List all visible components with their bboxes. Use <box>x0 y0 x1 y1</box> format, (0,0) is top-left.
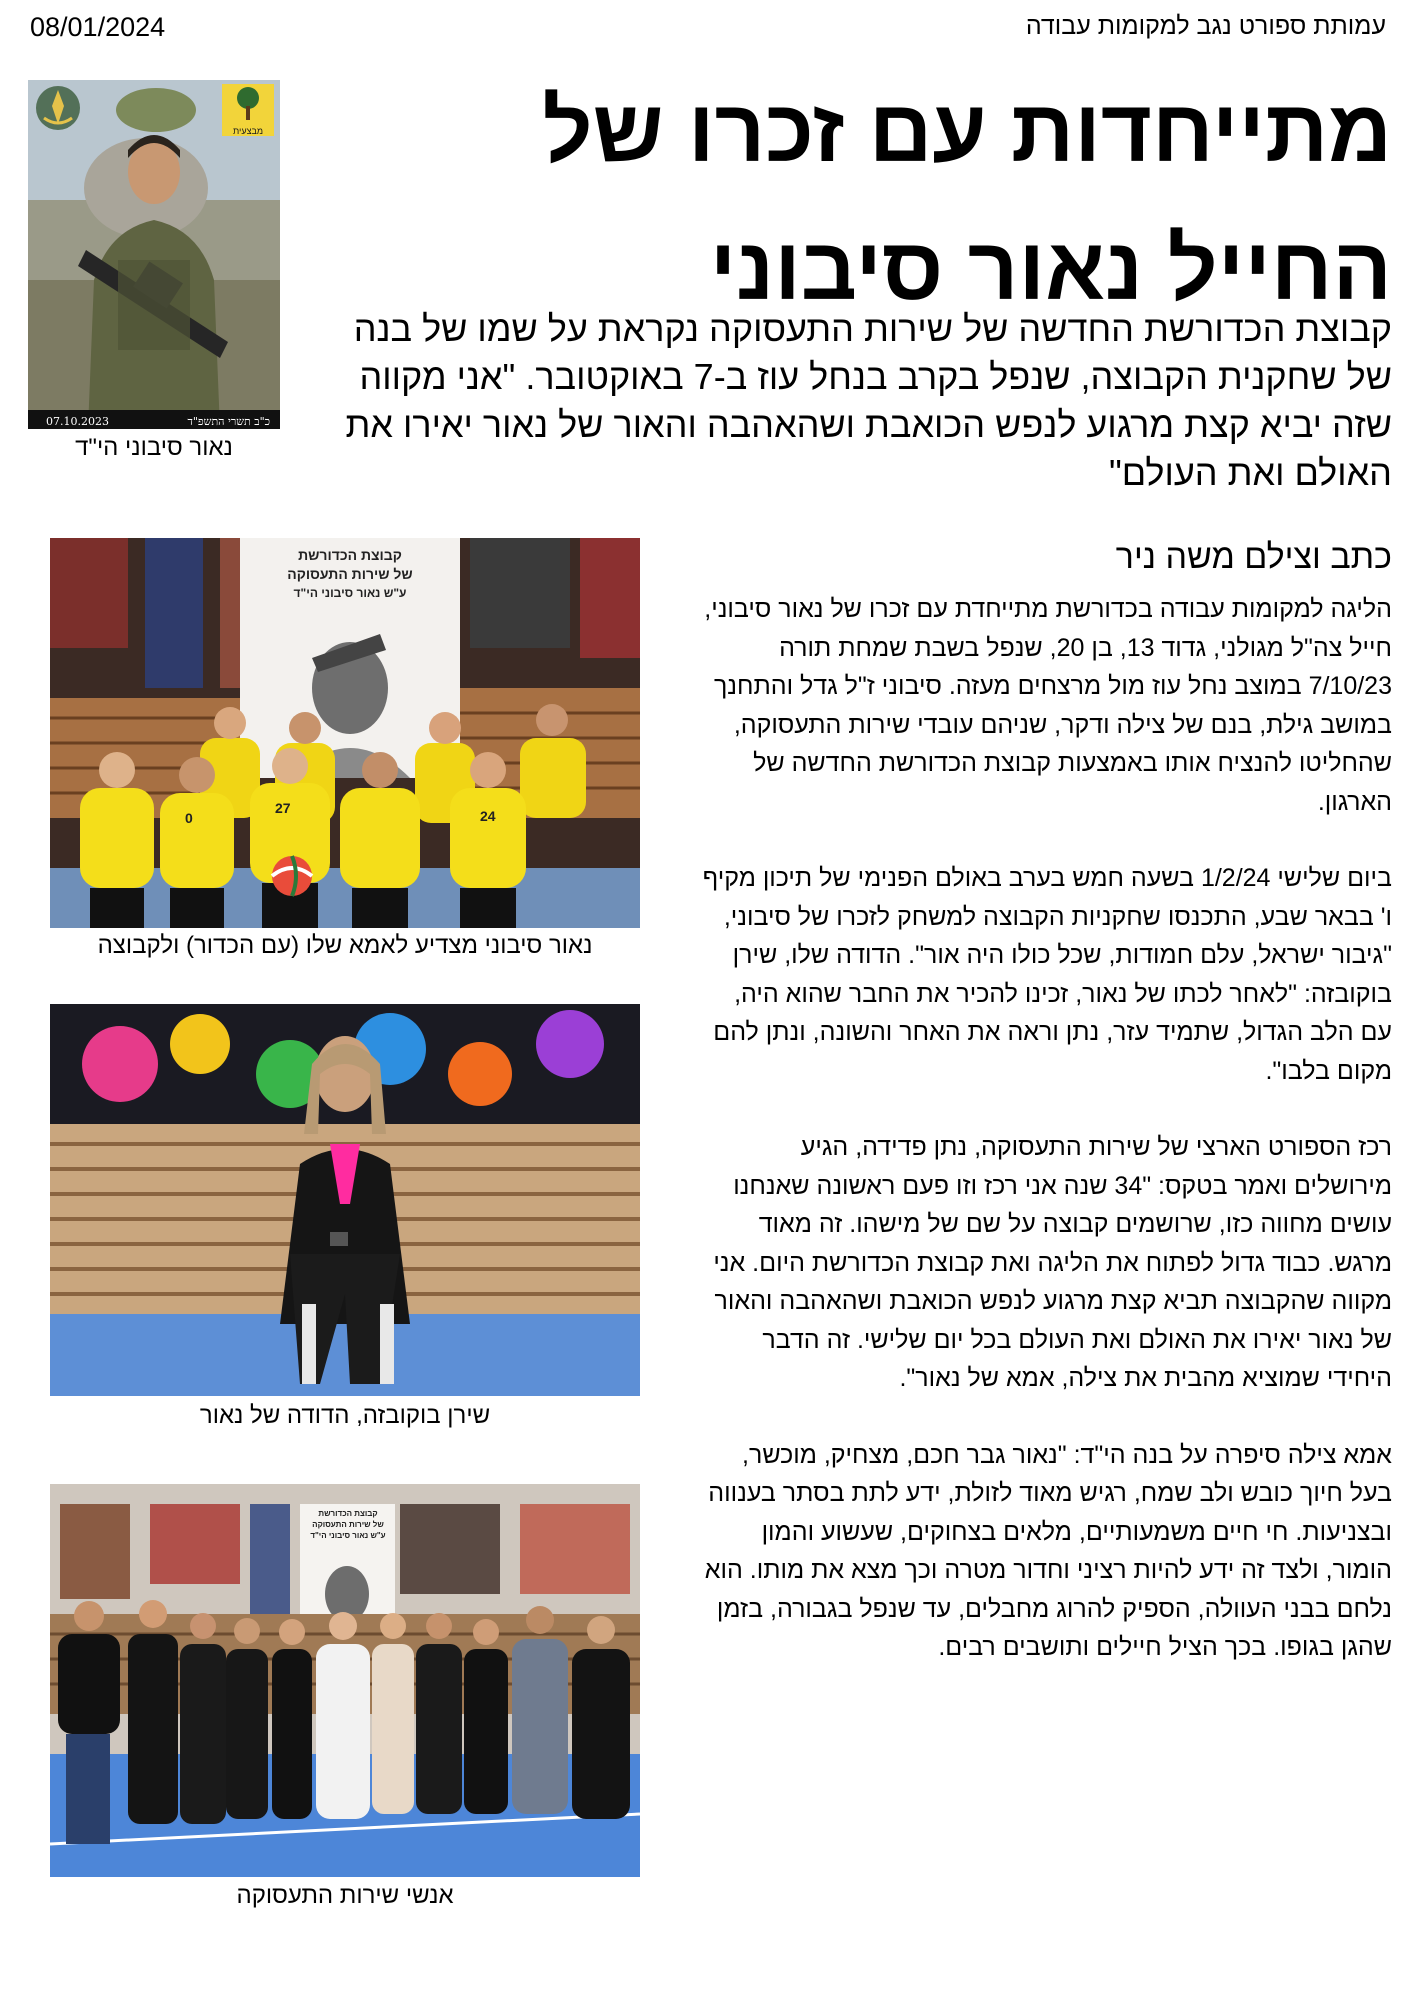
article-body <box>702 590 1392 1705</box>
banner-line: קבוצת הכדורשת <box>318 1509 378 1518</box>
banner-line: של שירות התעסוקה <box>312 1520 384 1529</box>
body-paragraph: רכז הספורט הארצי של שירות התעסוקה, נתן פדידה, הגיע מירושלים ואמר בטקס: "34 שנה אני רכז וזו פעם ראשונה שאנחנו עושים מחווה כזו, שרושמים קבוצה על שם של מישהו. זה מאוד מרגש. כבוד גדול לפתוח את הליגה ואת קבוצת הכדורשת היום. אני מקווה שהקבוצה תביא קצת מרגוע לנפש הכואבת ושהאהבה והאור של נאור יאירו את האולם ואת העולם בכל יום שלישי. זה הדבר היחידי שמוציא מהבית את צילה, אמא של נאור". <box>713 1133 1392 1392</box>
photo-hebrew-date-stamp: כ"ב תשרי התשפ"ד <box>187 415 270 428</box>
body-paragraph: הליגה למקומות עבודה בכדורשת מתייחדת עם זכרו של נאור סיבוני, חייל צה"ל מגולני, גדוד 13, בן 20, שנפל בשבת שמחת תורה 7/10/23 במוצב נחל עוז מול מרצחים מעזה. סיבוני ז"ל גדל והתחנך במושב גילת, בנם של צילה ודקר, שניהם עובדי שירות התעסוקה, שהחליטו להנציח אותו באמצעות קבוצת הכדורשת החדשה של הארגון. <box>704 595 1392 816</box>
jersey-number: 24 <box>480 808 496 824</box>
banner-line: קבוצת הכדורשת <box>298 547 402 563</box>
aunt-photo <box>50 1004 640 1396</box>
staff-photo-caption: אנשי שירות התעסוקה <box>236 1882 454 1909</box>
idf-emblem-icon <box>34 84 82 132</box>
article-headline: מתייחדות עם זכרו של החייל נאור סיבוני <box>542 81 1392 318</box>
golani-logo-text: מבצעית <box>232 126 264 136</box>
golani-logo-icon <box>222 84 274 136</box>
team-photo-caption: נאור סיבוני מצדיע לאמא שלו (עם הכדור) ולקבוצה <box>97 932 593 959</box>
banner-line: ע"ש נאור סיבוני הי"ד <box>293 586 407 600</box>
jersey-number: 0 <box>185 810 193 826</box>
article-lead: קבוצת הכדורשת החדשה של שירות התעסוקה נקראת על שמו של בנה של שחקנית הקבוצה, שנפל בקרב בנחל עוז ב-7 באוקטובר. "אני מקווה שזה יביא קצת מרגוע לנפש הכואבת ושהאהבה והאור של נאור יאירו את האולם ואת העולם" <box>345 308 1392 493</box>
aunt-photo-image <box>50 1004 640 1396</box>
body-paragraph: ביום שלישי 1/2/24 בשעה חמש בערב באולם הפנימי של תיכון מקיף ו' בבאר שבע, התכנסו שחקניות הקבוצה למשחק לזכרו של סיבוני, "גיבור ישראל, עלם חמודות, שכל כולו היה אור". הדודה שלו, שירן בוקובזה: "לאחר לכתו של נאור, זכינו להכיר את החבר שהוא היה, עם הלב הגדול, שתמיד עזר, נתן וראה את האחר והשונה, ונתן להם מקום בלבו". <box>702 864 1392 1085</box>
staff-photo-banner <box>302 1508 394 1541</box>
soldier-portrait-photo <box>28 80 280 429</box>
photo-date-stamp: 07.10.2023 <box>46 415 109 428</box>
banner-line: של שירות התעסוקה <box>287 566 413 582</box>
team-photo-banner <box>255 546 445 603</box>
issue-date: 08/01/2024 <box>30 12 166 42</box>
staff-photo <box>50 1484 640 1877</box>
team-photo <box>50 538 640 928</box>
staff-photo-image <box>50 1484 640 1877</box>
jersey-number: 27 <box>275 800 291 816</box>
publication-source: עמותת ספורט נגב למקומות עבודה <box>1025 12 1386 40</box>
portrait-caption: נאור סיבוני הי"ד <box>75 434 233 461</box>
body-paragraph: אמא צילה סיפרה על בנה הי"ד: "נאור גבר חכם, מצחיק, מוכשר, בעל חיוך כובש ולב שמח, רגיש מאוד לזולת, ידע לתת בסתר בענווה ובצניעות. חי חיים משמעותיים, מלאים בצחוקים, שעשוע והמון הומור, ולצד זה ידע להיות רציני וחדור מטרה וכך מצא את מותו. הוא נלחם בבני העוולה, הספיק להרוג מחבלים, עד שנפל בגבורה, בזמן שהגן בגופו. בכך הציל חיילים ותושבים רבים. <box>704 1440 1392 1661</box>
article-byline: כתב וצילם משה ניר <box>1115 538 1392 576</box>
aunt-photo-caption: שירן בוקובזה, הדודה של נאור <box>199 1402 491 1429</box>
banner-line: ע"ש נאור סיבוני הי"ד <box>310 1531 386 1540</box>
